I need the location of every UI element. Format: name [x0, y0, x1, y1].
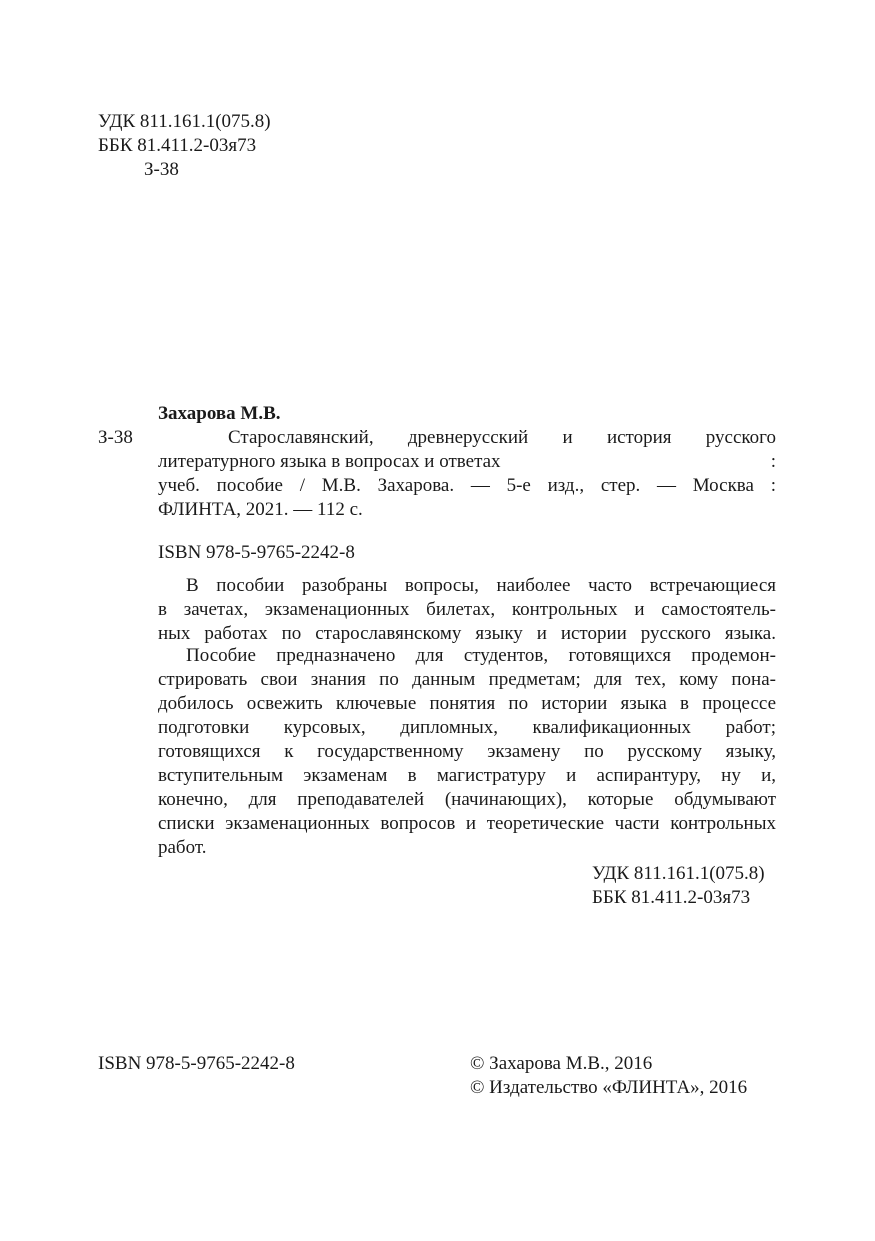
abstract-p2-line-7: конечно, для преподавателей (начинающих), которые обдумывают	[158, 789, 776, 810]
header-udk: УДК 811.161.1(075.8)	[98, 111, 271, 132]
abstract-p1-line-3: ных работах по старославянскому языку и истории русского языка.	[158, 623, 776, 644]
header-author-mark: З-38	[144, 159, 179, 180]
header-bbk: ББК 81.411.2-03я73	[98, 135, 257, 156]
abstract-p2-line-5: готовящихся к государственному экзамену по русскому языку,	[158, 741, 776, 762]
footer-isbn: ISBN 978-5-9765-2242-8	[98, 1053, 295, 1074]
abstract-p2-line-9: работ.	[158, 837, 207, 858]
footer-copyright-publisher: © Издательство «ФЛИНТА», 2016	[470, 1077, 748, 1098]
record-title-line-1: Старославянский, древнерусский и история русского	[228, 427, 776, 448]
abstract-p2-line-1: Пособие предназначено для студентов, готовящихся продемон-	[186, 645, 776, 666]
record-title-line-4: ФЛИНТА, 2021. — 112 с.	[158, 499, 363, 520]
abstract-p1-line-1: В пособии разобраны вопросы, наиболее часто встречающиеся	[186, 575, 776, 596]
abstract-p2-line-8: списки экзаменационных вопросов и теоретические части контрольных	[158, 813, 776, 834]
abstract-p2-line-3: добилось освежить ключевые понятия по истории языка в процессе	[158, 693, 776, 714]
record-title-line-2-row	[158, 450, 776, 474]
record-title-line-3: учеб. пособие / М.В. Захарова. — 5-е изд., стер. — Москва :	[158, 475, 776, 496]
abstract-p2-line-4: подготовки курсовых, дипломных, квалификационных работ;	[158, 717, 776, 738]
abstract-p2-line-2: стрировать свои знания по данным предметам; для тех, кому пона-	[158, 669, 776, 690]
abstract-p2-line-6: вступительным экзаменам в магистратуру и аспирантуру, ну и,	[158, 765, 776, 786]
classification-bbk: ББК 81.411.2-03я73	[592, 887, 751, 908]
abstract-p1-line-2: в зачетах, экзаменационных билетах, контрольных и самостоятель-	[158, 599, 776, 620]
classification-udk: УДК 811.161.1(075.8)	[592, 863, 765, 884]
record-title-colon: :	[770, 451, 776, 472]
record-isbn: ISBN 978-5-9765-2242-8	[158, 542, 355, 563]
footer-copyright-author: © Захарова М.В., 2016	[470, 1053, 653, 1074]
record-author: Захарова М.В.	[158, 403, 281, 424]
record-title-line-2: литературного языка в вопросах и ответах	[158, 451, 501, 472]
record-mark: З-38	[98, 427, 133, 448]
